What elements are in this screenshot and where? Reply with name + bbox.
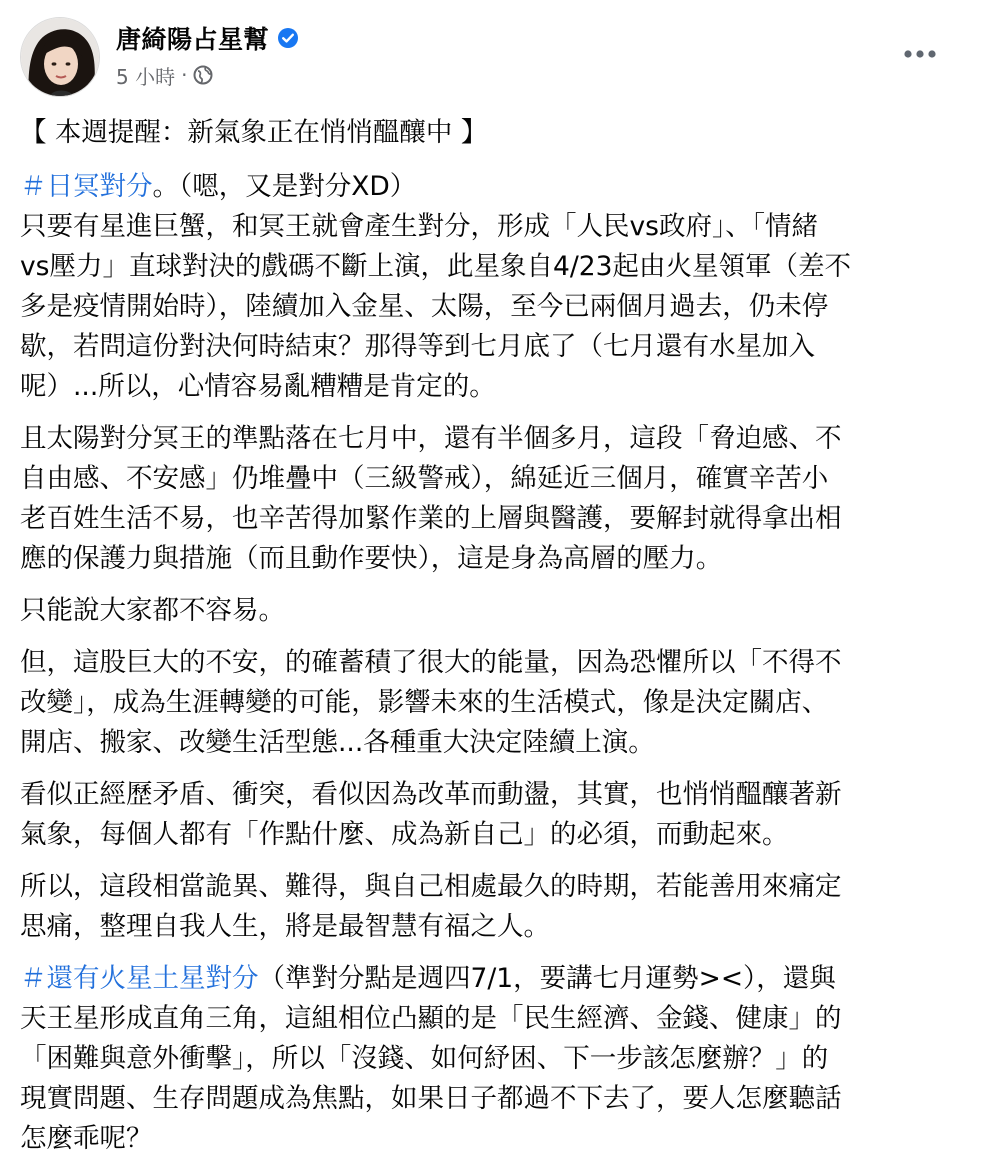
paragraph-2 — [20, 419, 960, 579]
paragraph-6 — [20, 867, 960, 947]
paragraph-7-first-line — [20, 959, 960, 999]
hashtag-suffix: 。（嗯，又是對分XD） — [152, 171, 417, 202]
paragraph-7 — [20, 959, 960, 1158]
page-name-row — [116, 20, 299, 56]
text-line: 「困難與意外衝擊」，所以「沒錢、如何紓困、下一步該怎麼辦？」的 — [20, 1043, 829, 1074]
text-line: 只要有星進巨蟹，和冥王就會產生對分，形成「人民vs政府」、「情緒 — [20, 211, 818, 242]
text-line: 看似正經歷矛盾、衝突，看似因為改革而動盪，其實，也悄悄醞釀著新 — [20, 779, 842, 810]
text-line: 呢）...所以，心情容易亂糟糟是肯定的。 — [20, 371, 496, 402]
text-line: 所以，這段相當詭異、難得，與自己相處最久的時期，若能善用來痛定 — [20, 871, 842, 902]
text-line: 思痛，整理自我人生，將是最智慧有福之人。 — [20, 911, 550, 942]
hashtag-link[interactable]: ＃還有火星土星對分 — [20, 963, 259, 994]
text-line: 現實問題、生存問題成為焦點，如果日子都過不下去了，要人怎麼聽話 — [20, 1083, 842, 1114]
post-body — [20, 113, 960, 1158]
hashtag-link[interactable]: ＃日冥對分 — [20, 171, 153, 202]
paragraph-5 — [20, 775, 960, 855]
page-avatar[interactable] — [20, 17, 100, 97]
text-line: 開店、搬家、改變生活型態...各種重大決定陸續上演。 — [20, 727, 655, 758]
paragraph-4 — [20, 643, 960, 763]
hashtag-suffix: （準對分點是週四7/1，要講七月運勢><），還與 — [258, 963, 836, 994]
more-options-icon — [902, 49, 938, 59]
post-timestamp[interactable]: 5 小時 — [116, 64, 176, 89]
text-line: 改變」，成為生涯轉變的可能，影響未來的生活模式，像是決定關店、 — [20, 687, 829, 718]
text-line: 天王星形成直角三角，這組相位凸顯的是「民生經濟、金錢、健康」的 — [20, 1003, 842, 1034]
text-line: 自由感、不安感」仍堆疊中（三級警戒），綿延近三個月，確實辛苦小 — [20, 463, 829, 494]
text-line: 應的保護力與措施（而且動作要快），這是身為高層的壓力。 — [20, 543, 723, 574]
text-line: vs壓力」直球對決的戲碼不斷上演，此星象自4/23起由火星領軍（差不 — [20, 251, 851, 282]
post-meta — [116, 60, 213, 90]
globe-icon[interactable] — [193, 65, 213, 85]
paragraph-1 — [20, 167, 960, 407]
text-line: 氣象，每個人都有「作點什麼、成為新自己」的必須，而動起來。 — [20, 819, 789, 850]
post-title: 【 本週提醒：新氣象正在悄悄醞釀中 】 — [20, 117, 488, 148]
meta-separator: · — [181, 63, 188, 87]
verified-badge-icon — [277, 27, 299, 49]
text-line: 老百姓生活不易，也辛苦得加緊作業的上層與醫護，要解封就得拿出相 — [20, 503, 842, 534]
paragraph-3: 只能說大家都不容易。 — [20, 595, 285, 626]
paragraph-1-first-line — [20, 167, 960, 207]
text-line: 怎麼乖呢？ — [20, 1123, 153, 1154]
page-name-link[interactable]: 唐綺陽占星幫 — [116, 25, 270, 54]
more-options-button[interactable] — [898, 36, 942, 72]
text-line: 但，這股巨大的不安，的確蓄積了很大的能量，因為恐懼所以「不得不 — [20, 647, 842, 678]
post-header — [0, 0, 988, 112]
avatar-image — [21, 18, 100, 97]
text-line: 且太陽對分冥王的準點落在七月中，還有半個多月，這段「脅迫感、不 — [20, 423, 842, 454]
text-line: 歇，若問這份對決何時結束？那得等到七月底了（七月還有水星加入 — [20, 331, 815, 362]
text-line: 多是疫情開始時），陸續加入金星、太陽，至今已兩個月過去，仍未停 — [20, 291, 829, 322]
